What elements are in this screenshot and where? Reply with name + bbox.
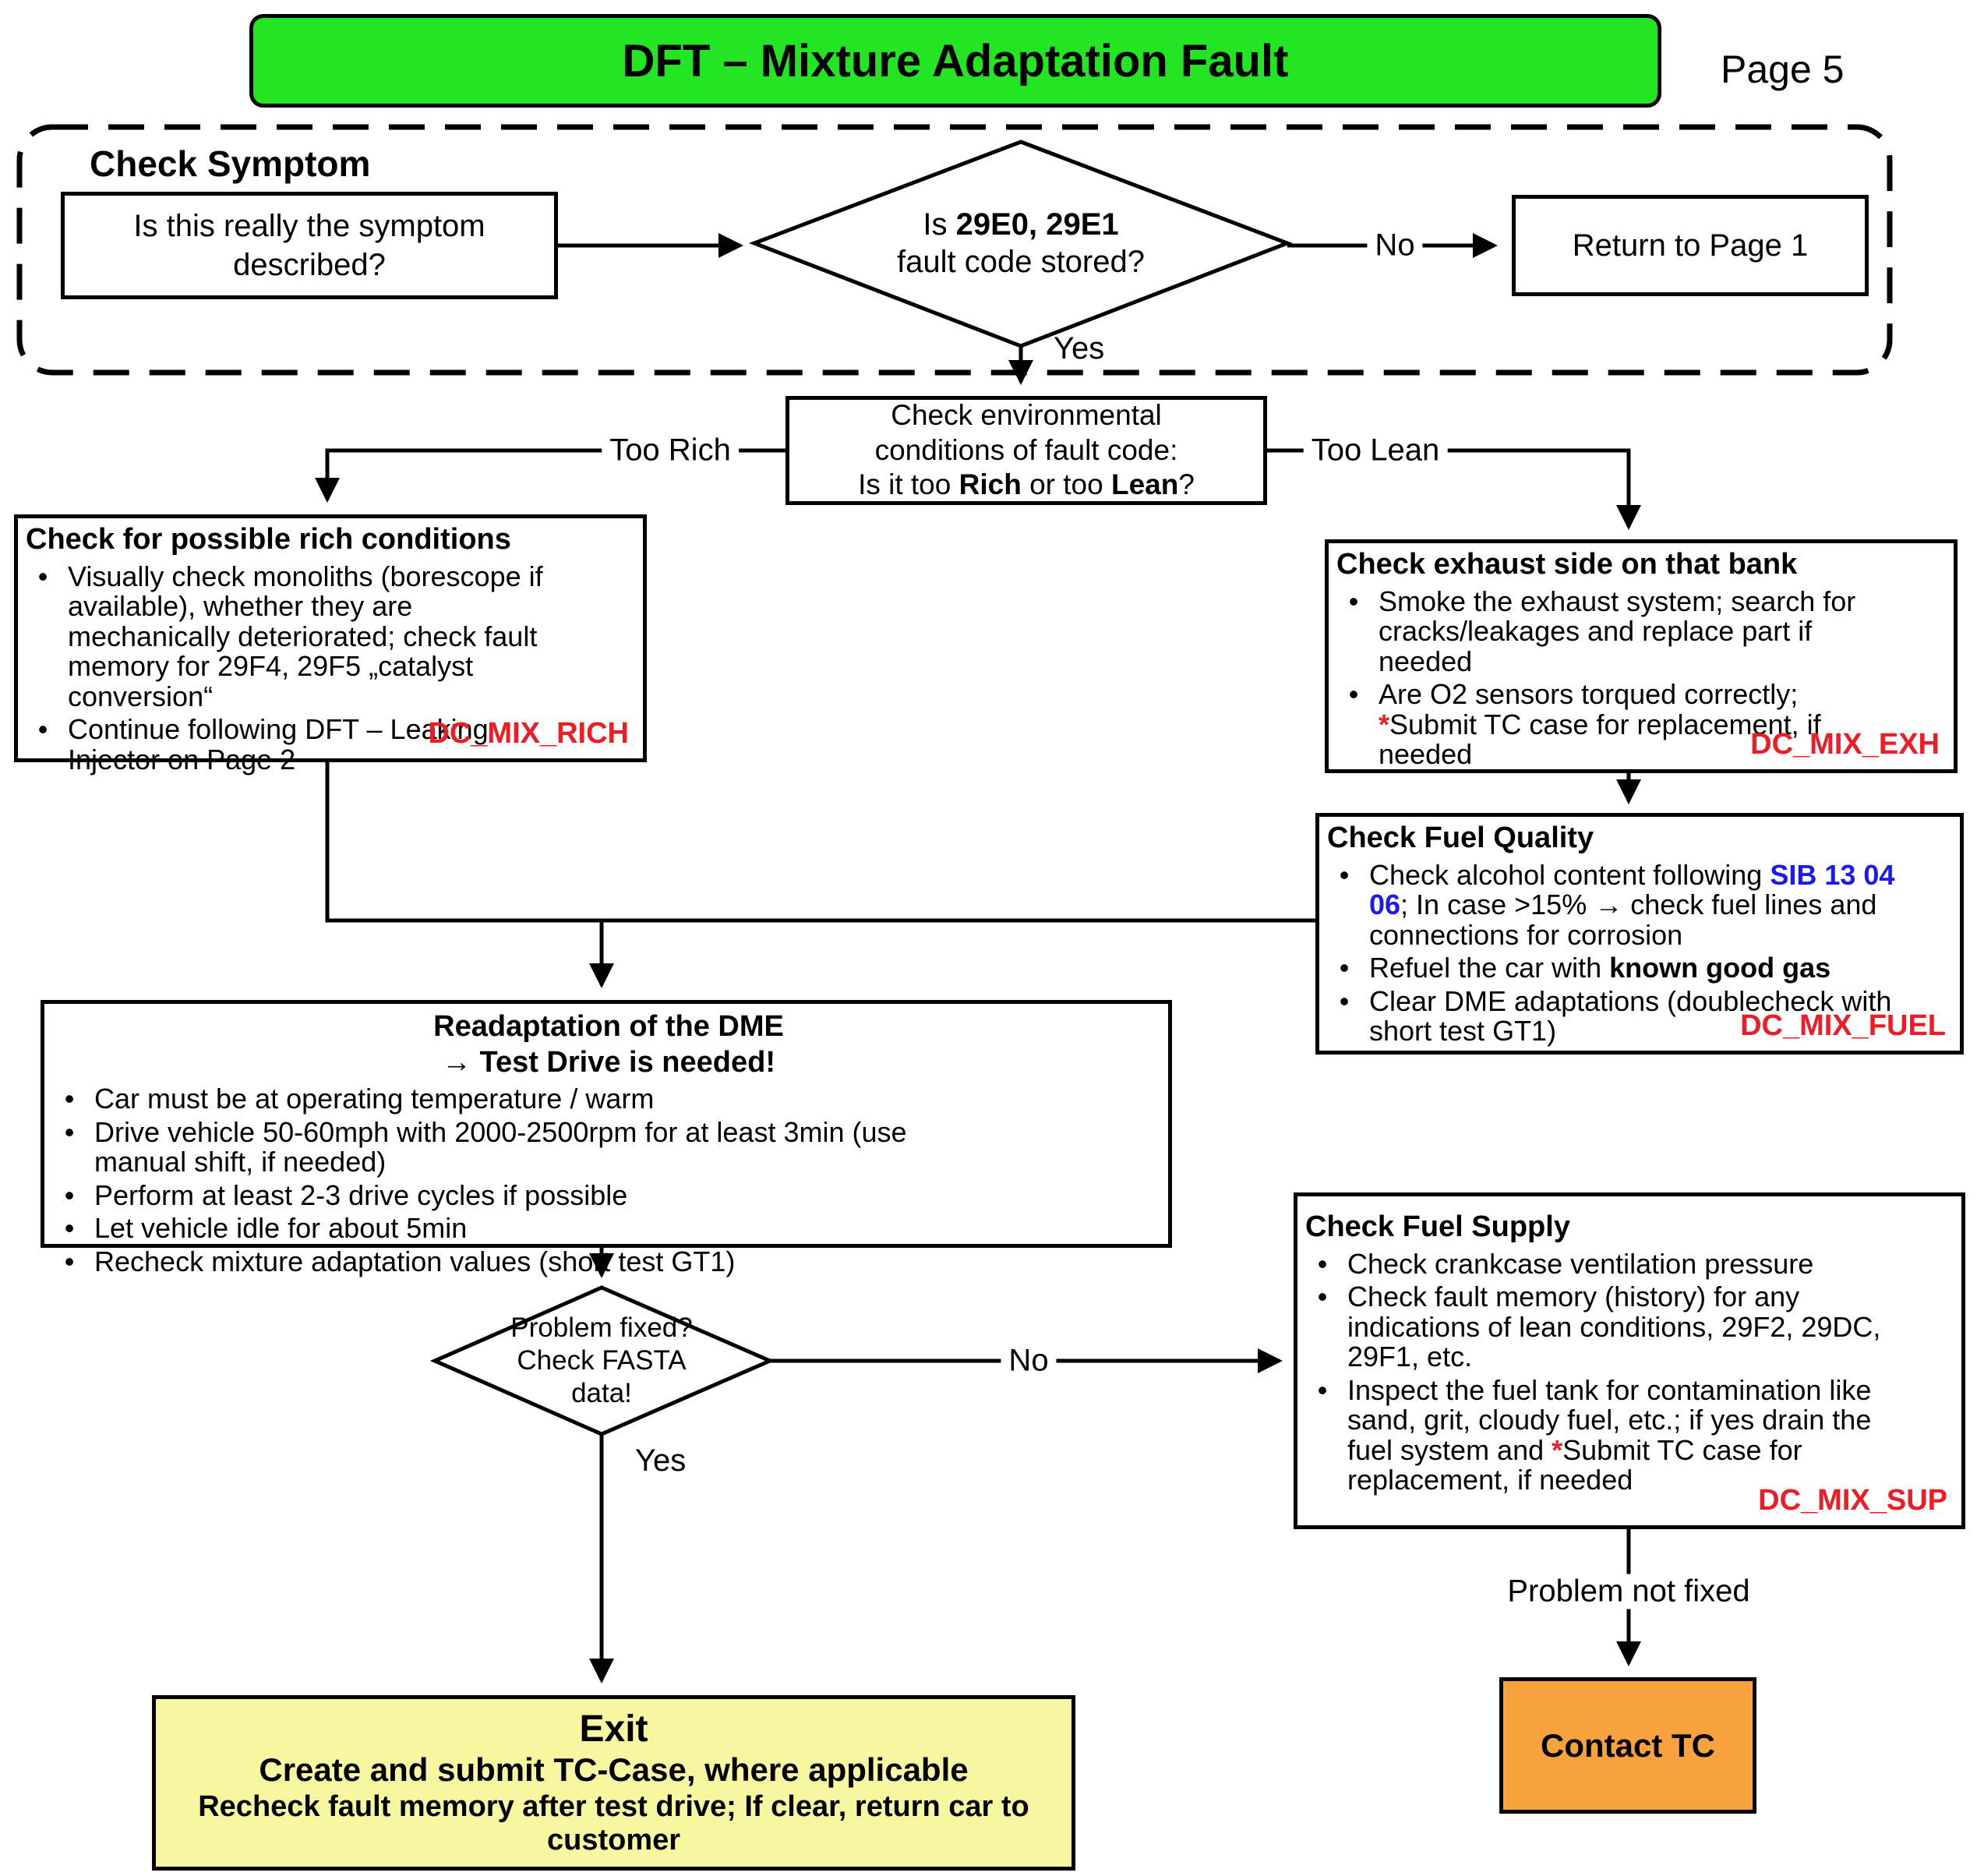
line-merge-to-dme [327,762,1315,920]
no-branch-label: No [1367,228,1422,263]
exhaust-box-title: Check exhaust side on that bank [1336,548,1798,581]
red-asterisk: * [1379,708,1390,740]
dme-title-1: Readaptation of the DME [433,1010,784,1043]
red-asterisk-2: * [1552,1433,1563,1466]
dme-bullet-2: • Drive vehicle 50-60mph with 2000-2500rpm for at least 3min (use manual shift, if needed) [44,1118,1168,1178]
contact-tc-text: Contact TC [1541,1726,1715,1764]
problem-not-fixed-label: Problem not fixed [1499,1574,1757,1609]
env-line1: Check environmental [891,399,1162,432]
dme-bullet-4: • Let vehicle idle for about 5min [44,1214,1168,1244]
problem-fixed-line3: data! [571,1378,632,1408]
too-rich-label: Too Rich [602,433,739,468]
dme-bullet-1: • Car must be at operating temperature / warm [44,1084,1168,1115]
dme-title-2: → Test Drive is needed! [442,1045,775,1079]
lean-word: Lean [1111,468,1179,501]
too-lean-label: Too Lean [1304,433,1448,468]
problem-fixed-decision-label [460,1300,743,1422]
fuel-supply-title: Check Fuel Supply [1305,1210,1570,1243]
no-branch-label-2: No [1001,1344,1056,1379]
return-to-page1-text: Return to Page 1 [1572,228,1809,263]
exit-line-1: Create and submit TC-Case, where applicable [259,1751,969,1789]
fuel-quality-title: Check Fuel Quality [1327,821,1594,854]
fault-code-decision-line1: Is 29E0, 29E1 [923,207,1119,242]
fuel-quality-tag: DC_MIX_FUEL [1740,1009,1946,1042]
fuel-quality-bullet-2: • Refuel the car with known good gas [1319,953,1960,984]
fuel-supply-bullet-2: • Check fault memory (history) for any indications of lean conditions, 29F2, 29DC, 29F1, etc. [1297,1282,1961,1373]
exit-line-2: Recheck fault memory after test drive; If clear, return car to customer [198,1789,1029,1857]
rich-word: Rich [958,468,1022,501]
yes-branch-label-2: Yes [635,1443,687,1478]
fault-code-decision-label [826,189,1216,298]
sib-link[interactable]: SIB 13 04 06 [1369,858,1895,921]
exhaust-bullet-1: • Smoke the exhaust system; search for cracks/leakages and replace part if needed [1329,587,1954,677]
yes-branch-label: Yes [1054,331,1105,366]
env-line3: Is it too Rich or too Lean? [858,468,1195,501]
fuel-quality-bullet-1: • Check alcohol content following SIB 13 04 06; In case >15% → check fuel lines and connections for corrosion [1319,860,1960,951]
dme-bullet-5: • Recheck mixture adaptation values (short test GT1) [44,1247,1168,1277]
exit-title: Exit [579,1708,648,1751]
page-title: DFT – Mixture Adaptation Fault [622,35,1289,87]
exhaust-bullet-2: • Are O2 sensors torqued correctly; *Submit TC case for replacement, if needed [1329,680,1954,770]
symptom-question-text: Is this really the symptom described? [133,209,485,282]
exhaust-box-tag: DC_MIX_EXH [1750,728,1940,761]
rich-bullet-2: • Continue following DFT – Leaking Injector on Page 2 [18,715,643,775]
fuel-quality-bullet-3: • Clear DME adaptations (doublecheck with short test GT1) [1319,987,1960,1047]
problem-fixed-line1: Problem fixed? [510,1312,693,1343]
fault-code-decision-line2: fault code stored? [897,245,1145,279]
problem-fixed-line2: Check FASTA [517,1345,687,1376]
rich-bullet-1: • Visually check monoliths (borescope if available), whether they are mechanically deteriorated; check fault memory for 29F4, 29F5 „catalyst conversion“ [18,562,643,712]
fuel-supply-bullet-1: • Check crankcase ventilation pressure [1297,1249,1961,1280]
fuel-supply-bullet-3: • Inspect the fuel tank for contamination like sand, grit, cloudy fuel, etc.; if yes drain the fuel system and *Submit TC case for replacement, if needed [1297,1376,1961,1496]
fuel-supply-tag: DC_MIX_SUP [1758,1484,1947,1517]
rich-box-tag: DC_MIX_RICH [428,717,629,750]
dme-bullet-3: • Perform at least 2-3 drive cycles if possible [44,1181,1168,1211]
rich-box-title: Check for possible rich conditions [26,523,511,556]
check-symptom-heading: Check Symptom [90,143,371,184]
known-good-gas: known good gas [1609,952,1831,984]
fault-codes: 29E0, 29E1 [955,207,1119,242]
page-number: Page 5 [1721,48,1845,91]
env-line2: conditions of fault code: [874,433,1178,466]
